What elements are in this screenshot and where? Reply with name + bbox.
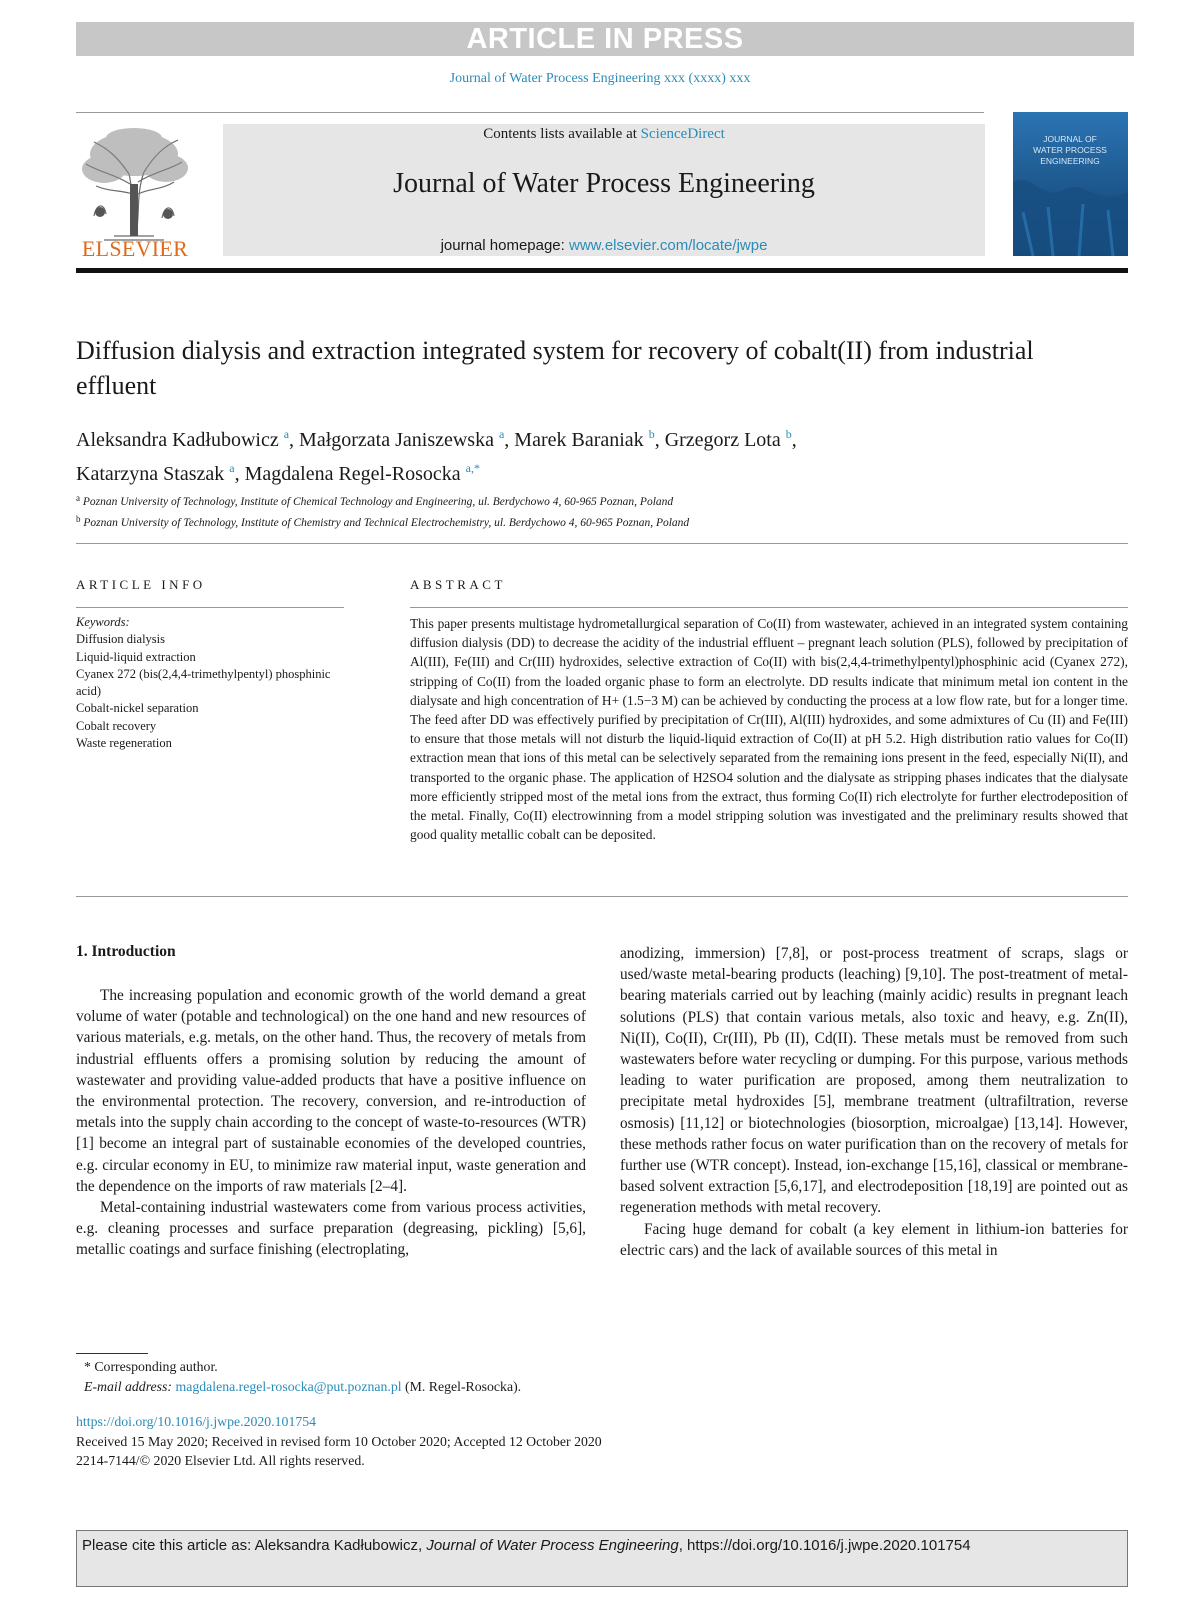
article-in-press-banner: ARTICLE IN PRESS: [76, 22, 1134, 56]
citation-journal: Journal of Water Process Engineering: [426, 1537, 679, 1554]
copyright-line: 2214-7144/© 2020 Elsevier Ltd. All rights reserved.: [76, 1453, 365, 1468]
homepage-line: [223, 237, 985, 254]
affiliation-text: Poznan University of Technology, Institute of Chemical Technology and Engineering, ul. Berdychowo 4, 60-965 Poznan, Poland: [82, 496, 674, 508]
contents-line: [223, 126, 985, 143]
affiliation-sup: a: [76, 493, 80, 503]
keyword-item: Liquid-liquid extraction: [76, 649, 196, 664]
received-dates: Received 15 May 2020; Received in revised form 10 October 2020; Accepted 12 October 2020: [76, 1433, 602, 1449]
keyword-item: Waste regeneration: [76, 736, 172, 751]
body-paragraph: Metal-containing industrial wastewaters come from various process activities, e.g. cleaning processes and surface preparation (degreasing, pickling) [5,6], metallic coatings and surface finishing (electroplating,: [76, 1199, 586, 1259]
footnotes: [84, 1357, 984, 1396]
masthead-bottom-rule: [76, 268, 1128, 273]
affiliations: [76, 490, 1126, 532]
article-title: Diffusion dialysis and extraction integrated system for recovery of cobalt(II) from industrial effluent: [76, 336, 1034, 400]
journal-reference-text: Journal of Water Process Engineering xxx (xxxx) xxx: [449, 71, 751, 86]
author-affil-sup[interactable]: a,*: [465, 461, 480, 475]
citation-prefix: Please cite this article as: Aleksandra Kadłubowicz,: [82, 1537, 427, 1554]
cover-title-line-3: ENGINEERING: [1040, 156, 1100, 166]
author-name[interactable]: Magdalena Regel-Rosocka: [244, 463, 461, 485]
homepage-prefix: journal homepage:: [440, 237, 569, 254]
divider: [76, 607, 344, 608]
author-affil-sup[interactable]: a: [229, 461, 235, 475]
email-label: E-mail address:: [84, 1378, 176, 1394]
cover-title-line-2: WATER PROCESS: [1033, 145, 1107, 155]
keyword-item: Cyanex 272 (bis(2,4,4-trimethylpentyl) phosphinic acid): [76, 666, 331, 699]
author-name[interactable]: Małgorzata Janiszewska: [299, 429, 494, 451]
divider: [76, 543, 1128, 544]
keywords-label: Keywords:: [76, 615, 130, 629]
keywords-block: [76, 614, 346, 752]
body-paragraph: Facing huge demand for cobalt (a key element in lithium-ion batteries for electric cars) and the lack of available sources of this metal in: [620, 1220, 1128, 1259]
author-affil-sup[interactable]: a: [498, 427, 505, 441]
divider: [76, 896, 1128, 897]
author-affil-sup[interactable]: b: [785, 427, 792, 441]
divider: [410, 607, 1128, 608]
masthead-top-rule: [76, 112, 984, 113]
journal-name: Journal of Water Process Engineering: [393, 168, 815, 199]
citation-suffix: , https://doi.org/10.1016/j.jwpe.2020.101754: [678, 1537, 971, 1554]
email-link[interactable]: magdalena.regel-rosocka@put.poznan.pl: [175, 1378, 402, 1394]
body-column-right: [620, 943, 1128, 1261]
body-paragraph: anodizing, immersion) [7,8], or post-process treatment of scraps, slags or used/waste metal-bearing products (leaching) [9,10]. The post-treatment of metal-bearing materials carried out by leaching (mainly acidic) results in pregnant leach solutions (PLS) that contain various metals, also toxic and heavy, e.g. Zn(II), Ni(II), Co(II), Cr(III), Pb (II), Cd(II). These metals must be removed from such wastewaters before water recycling or dumping. For this purpose, various methods leading to water purification are proposed, among them neutralization to precipitate metal hydroxides [5], membrane treatment (ultrafiltration, reverse osmosis) [11,12] or biotechnologies (biosorption, microalgae) [13,14]. However, these methods rather focus on water purification than on the recovery of metals for further use (WTR concept). Instead, ion-exchange [15,16], classical or membrane-based solvent extraction [5,6,17], and electrodeposition [18,19] are pointed out as regeneration methods with metal recovery.: [620, 945, 1128, 1217]
email-suffix: (M. Regel-Rosocka).: [401, 1378, 522, 1394]
author-name[interactable]: Marek Baraniak: [514, 429, 644, 451]
contents-prefix: Contents lists available at: [483, 126, 641, 142]
affiliation-item: [76, 511, 1126, 532]
journal-homepage-link[interactable]: www.elsevier.com/locate/jwpe: [569, 237, 768, 254]
introduction-heading: 1. Introduction: [76, 943, 176, 960]
author-affil-sup[interactable]: a: [283, 427, 290, 441]
body-column-left: [76, 985, 586, 1261]
author-list: Aleksandra Kadłubowicz $^a$, Małgorzata Janiszewska $^a$, Marek Baraniak $^b$, Grzegorz Lota $^b$, Katarzyna Staszak $^a$, Magdalena Regel-Rosocka $^{a,*}$: [76, 427, 797, 485]
keyword-item: Diffusion dialysis: [76, 632, 166, 647]
author-name[interactable]: Katarzyna Staszak: [76, 463, 225, 485]
sciencedirect-link[interactable]: ScienceDirect: [640, 126, 725, 142]
keyword-item: Cobalt-nickel separation: [76, 701, 199, 716]
author-name[interactable]: Grzegorz Lota: [664, 429, 781, 451]
journal-cover-thumbnail[interactable]: [1013, 112, 1128, 256]
doi-link[interactable]: https://doi.org/10.1016/j.jwpe.2020.101754: [76, 1414, 317, 1429]
affiliation-item: [76, 490, 1126, 511]
elsevier-wordmark: ELSEVIER: [81, 236, 189, 261]
abstract-text: This paper presents multistage hydrometallurgical separation of Co(II) from wastewater, achieved in an integrated system containing diffusion dialysis (DD) to decrease the acidity of the industrial effluent – pregnant leach solution (PLS), followed by precipitation of Al(III), Fe(III) and Cr(III) hydroxides, selective extraction of Co(II) with bis(2,4,4-trimethylpentyl)phosphinic acid (Cyanex 272), stripping of Co(II) from the loaded organic phase to form an electrolyte. DD results indicate that minimum metal ion content in the dialysate and high concentration of H+ (1.5−3 M) can be achieved by conducting the process at a low flow rate, but for a longer time. The feed after DD was effectively purified by precipitation of Cr(III), Al(III) hydroxides, and some admixtures of Cu (II) and Fe(III) to ensure that those metals will not disturb the liquid-liquid extraction of Co(II) at pH 5.2. High distribution ratio values for Co(II) extraction mean that ions of this metal can be selectively separated from the remaining ions present in the feed, especially Ni(II), and transported to the organic phase. The application of H2SO4 solution and the dialysate as stripping phases indicates that the dialysate more efficiently stripped most of the metal ions from the extract, thus forming Co(II) rich electrolyte for further electrodeposition of the metal. Finally, Co(II) electrowinning from a model stripping solution was investigated and the preliminary results showed that good quality metallic cobalt can be deposited.: [410, 616, 1128, 843]
cover-title-line-1: JOURNAL OF: [1043, 134, 1097, 144]
keyword-item: Cobalt recovery: [76, 718, 157, 733]
footnote-rule: [76, 1353, 148, 1354]
author-name[interactable]: Aleksandra Kadłubowicz: [76, 429, 279, 451]
body-paragraph: The increasing population and economic growth of the world demand a great volume of water (potable and technological) on the one hand and new resources of various materials, e.g. metals, on the other hand. Thus, the recovery of metals from industrial effluents offers a promising solution by reducing the amount of wastewater and providing value-added products that have a positive influence on the environmental protection. The recovery, conversion, and re-introduction of metals into the supply chain according to the concept of waste-to-resources (WTR) [1] become an integral part of sustainable economies of the developed countries, e.g. circular economy in EU, to minimize raw material input, waste generation and the dependence on the imports of raw materials [2–4].: [76, 987, 586, 1195]
abstract-heading: ABSTRACT: [410, 577, 506, 592]
corresponding-author-note: * Corresponding author.: [84, 1359, 218, 1374]
author-affil-sup[interactable]: b: [648, 427, 655, 441]
publication-info: [76, 1412, 976, 1471]
citation-box: [76, 1530, 1128, 1587]
affiliation-sup: b: [76, 514, 81, 524]
email-line: [84, 1377, 984, 1397]
journal-reference-link[interactable]: [0, 71, 1200, 87]
article-info-heading: ARTICLE INFO: [76, 577, 206, 592]
affiliation-text: Poznan University of Technology, Institute of Chemistry and Technical Electrochemistry, ul. Berdychowo 4, 60-965 Poznan, Poland: [83, 517, 690, 529]
